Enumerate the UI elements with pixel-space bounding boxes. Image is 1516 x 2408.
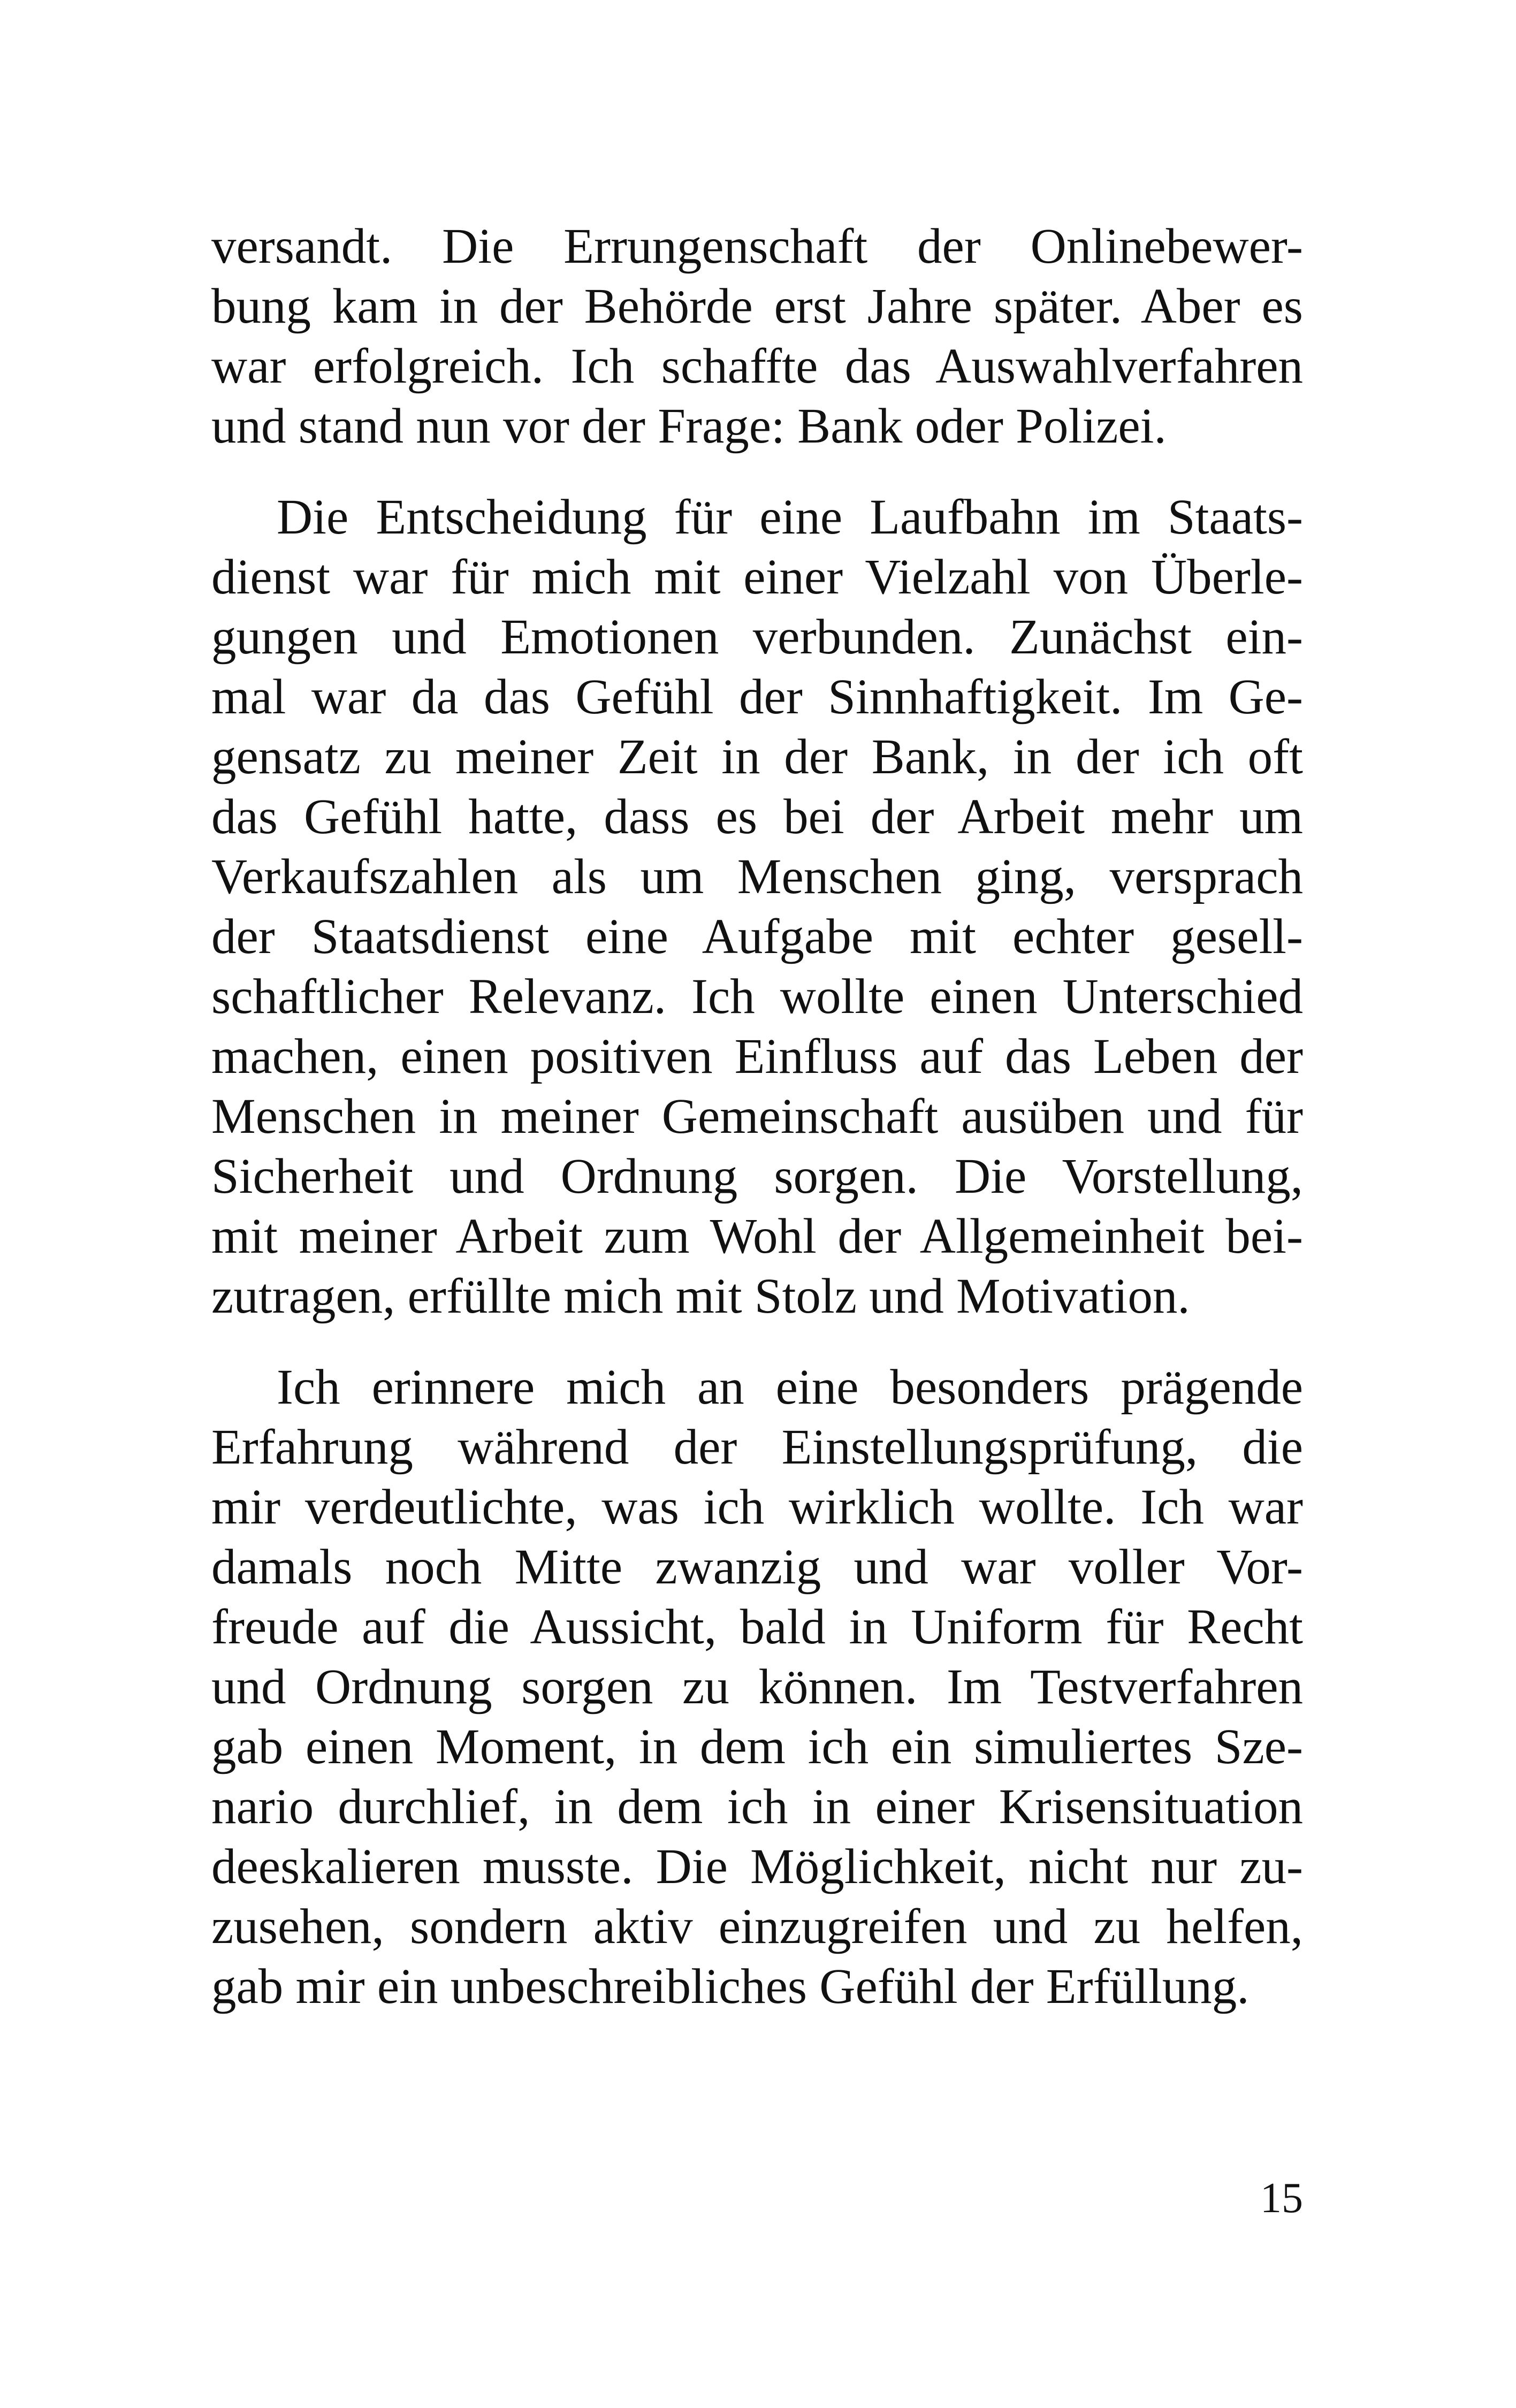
text-line: Erfahrung während der Einstellungsprüfung, die <box>211 1420 1303 1475</box>
page-number: 15 <box>1260 2175 1303 2222</box>
text-line: mit meiner Arbeit zum Wohl der Allgemeinheit bei- <box>211 1209 1303 1264</box>
text-line: machen, einen positiven Einfluss auf das Leben der <box>211 1029 1303 1084</box>
text-line: dienst war für mich mit einer Vielzahl von Überle- <box>211 550 1303 605</box>
text-line: zutragen, erfüllte mich mit Stolz und Motivation. <box>211 1269 1190 1324</box>
text-line: Die Entscheidung für eine Laufbahn im Staats- <box>277 490 1303 545</box>
text-line: der Staatsdienst eine Aufgabe mit echter gesell- <box>211 909 1303 964</box>
text-line: nario durchlief, in dem ich in einer Krisensituation <box>211 1779 1303 1834</box>
text-line: war erfolgreich. Ich schaffte das Auswahlverfahren <box>211 339 1303 394</box>
text-line: schaftlicher Relevanz. Ich wollte einen Unterschied <box>211 969 1303 1024</box>
text-line: Ich erinnere mich an eine besonders prägende <box>277 1360 1303 1415</box>
text-line: mir verdeutlichte, was ich wirklich wollte. Ich war <box>211 1480 1303 1535</box>
body-text <box>211 217 1303 2017</box>
text-line: Verkaufszahlen als um Menschen ging, versprach <box>211 849 1303 904</box>
text-line: versandt. Die Errungenschaft der Onlinebewer- <box>211 219 1303 274</box>
text-line: zusehen, sondern aktiv einzugreifen und zu helfen, <box>211 1899 1303 1954</box>
text-line: gungen und Emotionen verbunden. Zunächst ein- <box>211 609 1303 665</box>
text-line: Menschen in meiner Gemeinschaft ausüben und für <box>211 1089 1303 1144</box>
text-line: freude auf die Aussicht, bald in Uniform für Recht <box>211 1599 1303 1655</box>
text-line: damals noch Mitte zwanzig und war voller Vor- <box>211 1540 1303 1595</box>
text-line: Sicherheit und Ordnung sorgen. Die Vorstellung, <box>211 1149 1303 1204</box>
text-line: gab einen Moment, in dem ich ein simuliertes Sze- <box>211 1719 1303 1774</box>
text-line: das Gefühl hatte, dass es bei der Arbeit mehr um <box>211 789 1303 844</box>
text-line: und stand nun vor der Frage: Bank oder Polizei. <box>211 399 1167 454</box>
paragraph-1 <box>211 217 1303 456</box>
text-line: mal war da das Gefühl der Sinnhaftigkeit. Im Ge- <box>211 669 1303 725</box>
text-line: bung kam in der Behörde erst Jahre später. Aber es <box>211 279 1303 334</box>
text-line: deeskalieren musste. Die Möglichkeit, nicht nur zu- <box>211 1839 1303 1894</box>
text-line: gab mir ein unbeschreibliches Gefühl der Erfüllung. <box>211 1959 1250 2014</box>
text-line: und Ordnung sorgen zu können. Im Testverfahren <box>211 1659 1303 1714</box>
paragraph-3 <box>211 1358 1303 2017</box>
text-line: gensatz zu meiner Zeit in der Bank, in der ich oft <box>211 729 1303 784</box>
paragraph-2 <box>211 487 1303 1327</box>
